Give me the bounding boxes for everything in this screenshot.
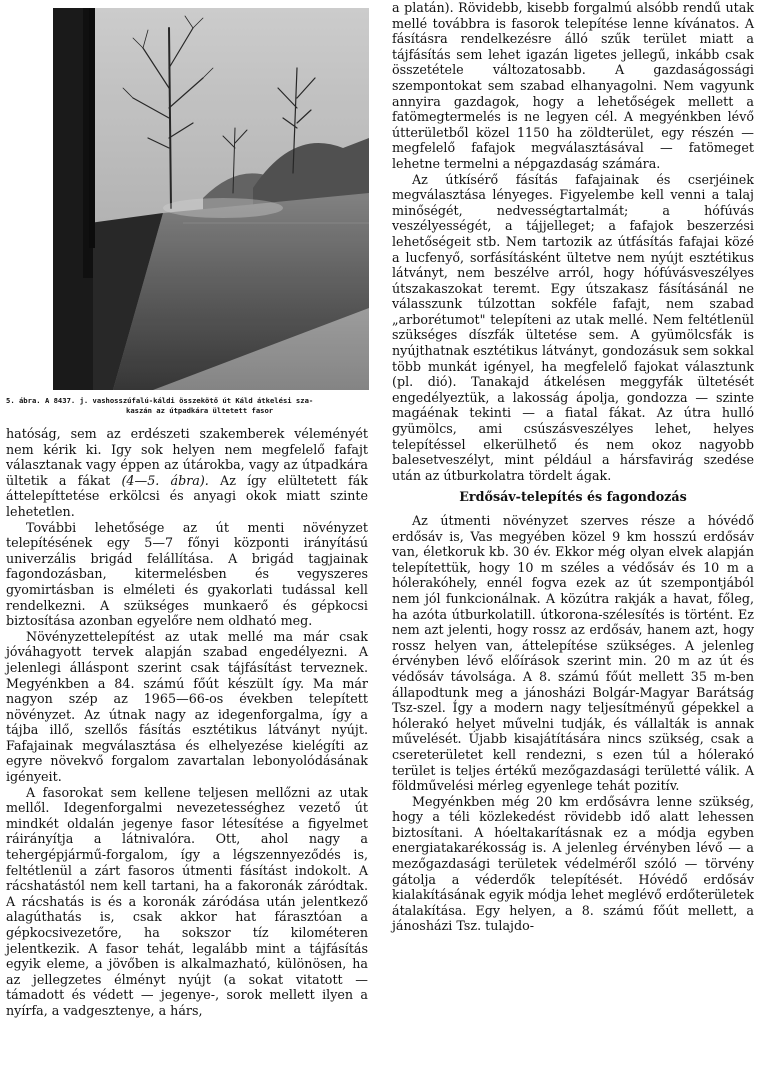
right-paragraph-2: Az útkísérő fásítás fafajainak és cserjéinek megválasztása lényeges. Figyelembe kell venni a talaj minőségét, nedvességtartalmát; a hófúvás veszélyességét, a tájjelleget; a fafajok beszerzési lehetőségeit stb. Nem tartozik az útfásítás fafajai közé a lucfenyő, sorfásításként ültetve nem nyújt esztétikus látványt, nem beszélve arról, hogy hófúvásveszélyes útszakaszokat teremt. Egy útszakasz fásításánál ne válasszunk túlzottan sokféle fafajt, nem szabad „arborétumot" telepíteni az utak mellé. Nem feltétlenül szükséges díszfák ültetése sem. A gyümölcsfák is nyújthatnak esztétikus látványt, gondozásuk sem sokkal több munkát igényel, ha megfelelő fajokat választunk (pl. dió). Tanakajd átkelésen meggyfák ültetését engedélyeztük, a lakosság ápolja, gondozza — szinte magáénak tekinti — a fiatal fákat. Az útra hulló gyümölcs, ami csúszásveszélyes lehet, helyes telepítéssel elkerülhető és nem okoz nagyobb balesetveszélyt, mint például a hársfavirág szedése után az útburkolatra tördelt ágak. — [392, 171, 754, 483]
left-column — [6, 8, 368, 1019]
roadside-tree-row-photo — [53, 8, 369, 390]
left-paragraph-4: A fasorokat sem kellene teljesen mellőzni az utak mellől. Idegenforgalmi nevezetességhez vezető út mindkét oldalán jegenye fasor létesítése a figyelmet ráirányítja a látnivalóra. Ott, ahol nagy a tehergépjármű-forgalom, így a légszennyeződés is, feltétlenül a zárt fasoros útmenti fásítást indokolt. A rácshatástól nem kell tartani, ha a fakoronák záródtak. A rácshatás is és a koronák záródása után jelentkező alagúthatás is, csak akkor hat fárasztóan a gépkocsivezetőre, ha sokszor tíz kilométeren jelentkezik. A fasor tehát, legalább mint a tájfásítás egyik eleme, a jövőben is alkalmazható, különösen, ha az jellegzetes élményt nyújt (a sokat vitatott — támadott és védett — jegenye-, sorok mellett ilyen a nyírfa, a vadgesztenye, a hárs, — [6, 784, 368, 1018]
figure-caption-line1: 5. ábra. A 8437. j. vashosszúfalú-káldi összekötő út Káld átkelési sza- — [6, 396, 314, 405]
section-heading: Erdősáv-telepítés és fagondozás — [459, 489, 687, 505]
right-paragraph-1: a platán). Rövidebb, kisebb forgalmú alsóbb rendű utak mellé továbbra is fasorok telepítése lenne kívánatos. A fásításra rendelkezésre álló szűk terület miatt a tájfásítás sem lehet igazán ligetes jellegű, inkább csak összetétele változatosabb. A gazdaságossági szempontokat sem szabad elhanyagolni. Nem vagyunk annyira gazdagok, hogy a lehetőségek mellett a fatömegtermelés is ne legyen cél. A megyénkben lévő útterületből közel 1150 ha zöldterület, egy részén — megfelelő fafajok megválasztásával — fatömeget lehetne termelni a népgazdaság számára. — [392, 0, 754, 171]
right-column — [392, 0, 754, 934]
figure-caption-line2: kaszán az útpadkára ültetett fasor — [126, 406, 274, 415]
figure-caption — [6, 396, 368, 416]
left-paragraph-1: hatóság, sem az erdészeti szakemberek véleményét nem kérik ki. Igy sok helyen nem megfelelő fafajt választanak vagy éppen az útárokba, vagy az útpadkára ültetik a fákat (4—5. ábra). Az így elültetett fák áttelepíttetése erkölcsi és anyagi okok miatt szinte lehetetlen. — [6, 426, 368, 519]
right-paragraph-4: Megyénkben még 20 km erdősávra lenne szükség, hogy a téli közlekedést rövidebb idő alatt lehessen biztosítani. A hóeltakarításnak ez a módja egyben energiatakarékosság is. A jelenleg érvényben lévő — a mezőgazdasági területek védelméről szóló — törvény gátolja a véderdők telepítését. Hóvédő erdősáv kialakításának egyik módja lehet meglévő erdőterületek átalakítása. Egy helyen, a 8. számú főút mellett, a jánosházi Tsz. tulajdo- — [392, 793, 754, 934]
right-paragraph-3: Az útmenti növényzet szerves része a hóvédő erdősáv is, Vas megyében közel 9 km hosszú erdősáv van, életkoruk kb. 30 év. Ekkor még olyan elvek alapján telepítettük, hogy 10 m széles a védősáv és 10 m a hólerakóhely, ennél fogva ezek az út szempontjából nem jól funkcionálnak. A közútra rakják a havat, főleg, ha azóta útburkolatill. útkorona-szélesítés is történt. Ez nem azt jelenti, hogy rossz az erdősáv, hanem azt, hogy rossz helyen van, áttelepítése szükséges. A jelenleg érvényben lévő előírások szerint min. 20 m az út és védősáv távolsága. A 8. számú főút mellett 35 m-ben állapodtunk meg a jánosházi Bolgár-Magyar Barátság Tsz-szel. Így a modern nagy teljesítményű gépekkel a hólerakó helyet művelni tudják, és vállalták is annak művelését. Újabb kisajátítására nincs szükség, csak a csereterületet kell rendezni, s ezen túl a hólerakó terület is teljes értékű mezőgazdasági területté válik. A földművelési mérleg egyenlege tehát pozitív. — [392, 513, 754, 794]
left-paragraph-3: Növényzettelepítést az utak mellé ma már csak jóváhagyott tervek alapján szabad engedélyezni. A jelenlegi álláspont szerint csak tájfásítást terveznek. Megyénkben a 84. számú főút készült így. Ma már nagyon szép az 1965—66-os években telepített növényzet. Az útnak nagy az idegenforgalma, így a tájba illő, szellős fásítás esztétikus látványt nyújt. Fafajainak megválasztása és elhelyezése kielégíti az egyre növekvő forgalom zavartalan lebonyolódásának igényeit. — [6, 628, 368, 785]
figure-reference: (4—5. ábra). — [121, 472, 209, 488]
left-paragraph-2: További lehetősége az út menti növényzet telepítésének egy 5—7 főnyi központi irányítású univerzális brigád felállítása. A brigád tagjainak fagondozásban, kitermelésben és vegyszeres gyomirtásban is elméleti és gyakorlati tudással kell rendelkezni. A szükséges munkaerő és gépkocsi biztosítása azonban egyelőre nem oldható meg. — [6, 519, 368, 629]
